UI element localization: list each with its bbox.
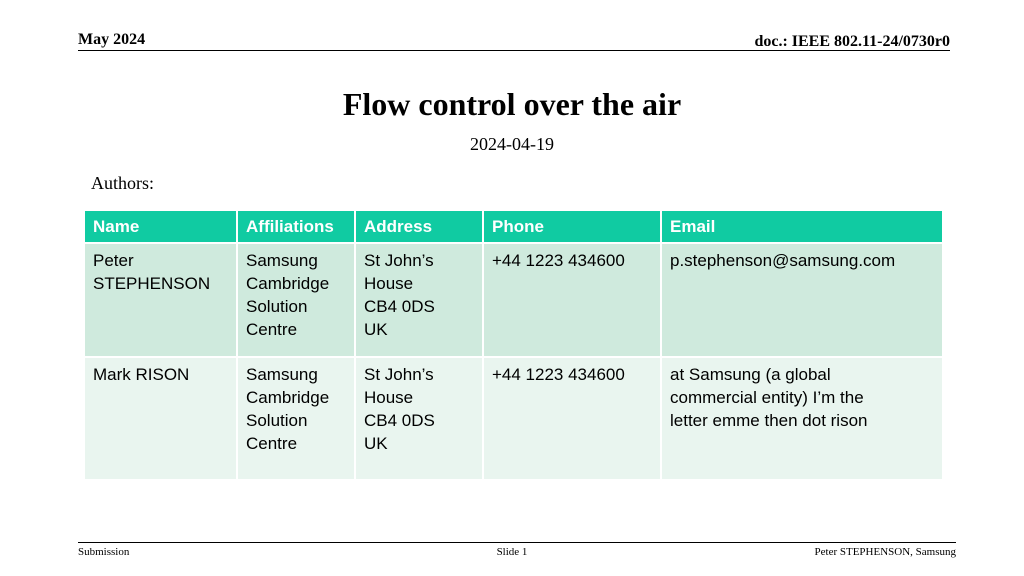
column-header-name: Name [84, 210, 237, 243]
cell-email [661, 357, 943, 480]
footer-author: Peter STEPHENSON, Samsung [814, 546, 956, 558]
address-line: House [364, 274, 414, 293]
name-line: Mark RISON [93, 365, 190, 384]
address-line: CB4 0DS [364, 297, 435, 316]
affiliation-line: Centre [246, 320, 298, 339]
cell-phone: +44 1223 434600 [483, 243, 661, 357]
cell-address [355, 357, 483, 480]
address-line: St John’s [364, 365, 434, 384]
affiliation-line: Centre [246, 434, 298, 453]
address-line: St John’s [364, 251, 434, 270]
header-doc-id: doc.: IEEE 802.11-24/0730r0 [754, 33, 950, 50]
table-header-row [84, 210, 943, 243]
slide-title: Flow control over the air [342, 86, 682, 122]
header-date: May 2024 [78, 31, 146, 48]
address-line: CB4 0DS [364, 411, 435, 430]
column-header-phone: Phone [483, 210, 661, 243]
affiliation-line: Solution [246, 297, 308, 316]
column-header-affiliations: Affiliations [237, 210, 355, 243]
slide-date: 2024-04-19 [470, 134, 554, 154]
affiliation-line: Cambridge [246, 274, 330, 293]
cell-affiliation [237, 243, 355, 357]
affiliation-line: Cambridge [246, 388, 330, 407]
affiliation-line: Solution [246, 411, 308, 430]
affiliation-line: Samsung [246, 251, 318, 270]
email-line: at Samsung (a global [670, 365, 831, 384]
affiliation-line: Samsung [246, 365, 318, 384]
header-divider [78, 50, 950, 51]
table-row [84, 357, 943, 480]
column-header-address: Address [355, 210, 483, 243]
address-line: UK [364, 434, 388, 453]
footer-divider [78, 542, 956, 543]
footer-submission: Submission [78, 546, 130, 558]
cell-address [355, 243, 483, 357]
address-line: House [364, 388, 414, 407]
cell-name [84, 357, 237, 480]
authors-table [83, 209, 944, 481]
footer-slide-number: Slide 1 [496, 546, 528, 558]
email-line: letter emme then dot rison [670, 411, 868, 430]
cell-affiliation [237, 357, 355, 480]
authors-label: Authors: [91, 173, 154, 193]
column-header-email: Email [661, 210, 943, 243]
cell-name [84, 243, 237, 357]
cell-phone: +44 1223 434600 [483, 357, 661, 480]
email-line: p.stephenson@samsung.com [670, 251, 896, 270]
cell-email [661, 243, 943, 357]
table-row [84, 243, 943, 357]
address-line: UK [364, 320, 388, 339]
name-line: STEPHENSON [93, 274, 211, 293]
name-line: Peter [93, 251, 134, 270]
email-line: commercial entity) I’m the [670, 388, 864, 407]
